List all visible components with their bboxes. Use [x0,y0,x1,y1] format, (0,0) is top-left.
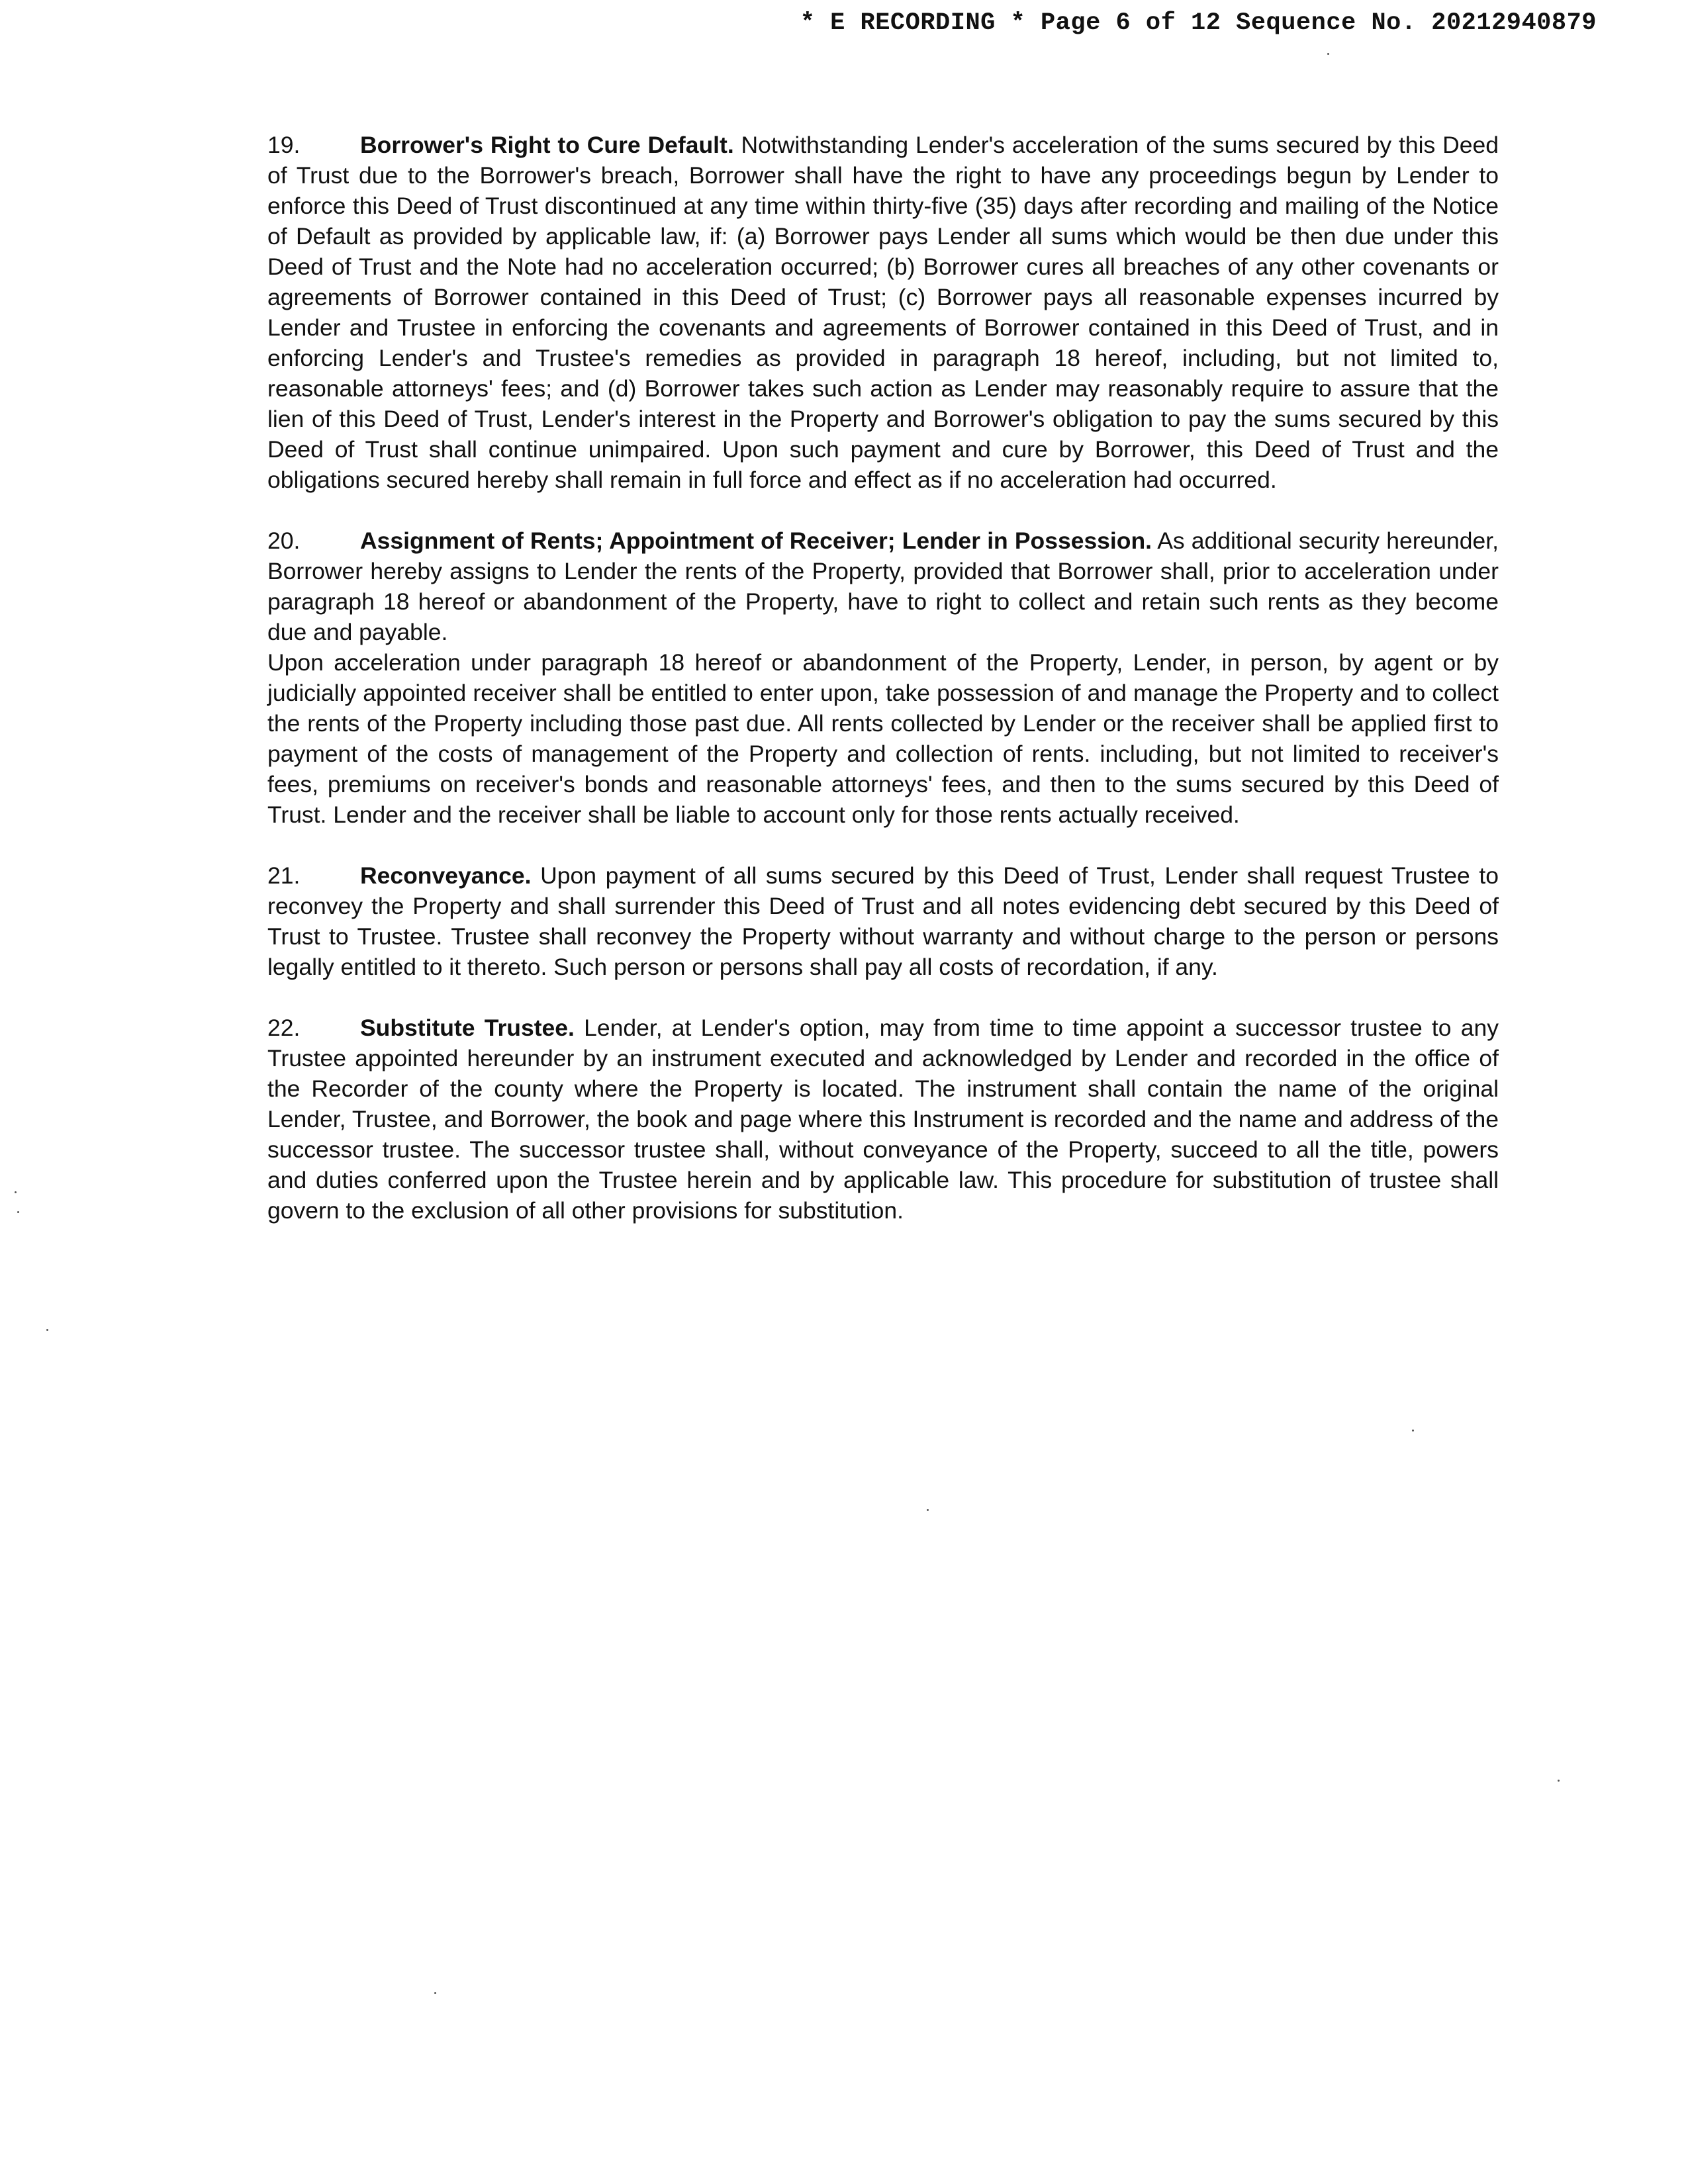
scan-speck [1558,1780,1560,1782]
section-20 [267,525,1499,647]
section-number: 20. [267,527,301,554]
section-number: 22. [267,1015,301,1041]
section-body: Upon payment of all sums secured by this Deed of Trust, Lender shall request Trustee to reconvey the Property and shall surrender this Deed of Trust and all notes evidencing debt secured by this Deed of Trust to Trustee. Trustee shall reconvey the Property without warranty and without charge to the person or persons legally entitled to it thereto. Such person or persons shall pay all costs of recordation, if any. [267,862,1499,980]
scan-speck [927,1509,929,1511]
section-20-continuation [267,647,1499,830]
scan-speck [434,1992,436,1994]
section-body: Lender, at Lender's option, may from time to time appoint a successor trustee to any Trustee appointed hereunder by an instrument executed and acknowledged by Lender and recorded in the office of the Recorder of the county where the Property is located. The instrument shall contain the name of the original Lender, Trustee, and Borrower, the book and page where this Instrument is recorded and the name and address of the successor trustee. The successor trustee shall, without conveyance of the Property, succeed to all the title, powers and duties conferred upon the Trustee herein and by applicable law. This procedure for substitution of trustee shall govern to the exclusion of all other provisions for substitution. [267,1015,1499,1224]
section-21 [267,860,1499,982]
section-heading: Assignment of Rents; Appointment of Receiver; Lender in Possession. [360,527,1152,554]
section-number: 21. [267,862,301,889]
section-body: Notwithstanding Lender's acceleration of the sums secured by this Deed of Trust due to the Borrower's breach, Borrower shall have the right to have any proceedings begun by Lender to enforce this Deed of Trust discontinued at any time within thirty-five (35) days after recording and mailing of the Notice of Default as provided by applicable law, if: (a) Borrower pays Lender all sums which would be then due under this Deed of Trust and the Note had no acceleration occurred; (b) Borrower cures all breaches of any other covenants or agreements of Borrower contained in this Deed of Trust; (c) Borrower pays all reasonable expenses incurred by Lender and Trustee in enforcing the covenants and agreements of Borrower contained in this Deed of Trust, and in enforcing Lender's and Trustee's remedies as provided in paragraph 18 hereof, including, but not limited to, reasonable attorneys' fees; and (d) Borrower takes such action as Lender may reasonably require to assure that the lien of this Deed of Trust, Lender's interest in the Property and Borrower's obligation to pay the sums secured by this Deed of Trust shall continue unimpaired. Upon such payment and cure by Borrower, this Deed of Trust and the obligations secured hereby shall remain in full force and effect as if no acceleration had occurred. [267,132,1499,493]
section-number: 19. [267,132,301,158]
scan-speck [1327,53,1329,55]
scan-speck [1412,1430,1414,1432]
scan-speck [17,1211,19,1213]
document-body [267,130,1499,1256]
section-19 [267,130,1499,495]
section-heading: Substitute Trustee. [360,1015,575,1041]
section-22 [267,1013,1499,1226]
section-body: As additional security hereunder, Borrower hereby assigns to Lender the rents of the Property, provided that Borrower shall, prior to acceleration under paragraph 18 hereof or abandonment of the Property, have to right to collect and retain such rents as they become due and payable. [267,527,1499,645]
scan-speck [46,1329,48,1331]
scan-speck [15,1191,17,1193]
section-body-continuation: Upon acceleration under paragraph 18 hereof or abandonment of the Property, Lender, in person, by agent or by judicially appointed receiver shall be entitled to enter upon, take possession of and manage the Property and to collect the rents of the Property including those past due. All rents collected by Lender or the receiver shall be applied first to payment of the costs of management of the Property and collection of rents. including, but not limited to receiver's fees, premiums on receiver's bonds and reasonable attorneys' fees, and then to the sums secured by this Deed of Trust. Lender and the receiver shall be liable to account only for those rents actually received. [267,649,1499,828]
recording-header: * E RECORDING * Page 6 of 12 Sequence No. 20212940879 [800,9,1597,37]
section-heading: Reconveyance. [360,862,532,889]
section-heading: Borrower's Right to Cure Default. [360,132,734,158]
